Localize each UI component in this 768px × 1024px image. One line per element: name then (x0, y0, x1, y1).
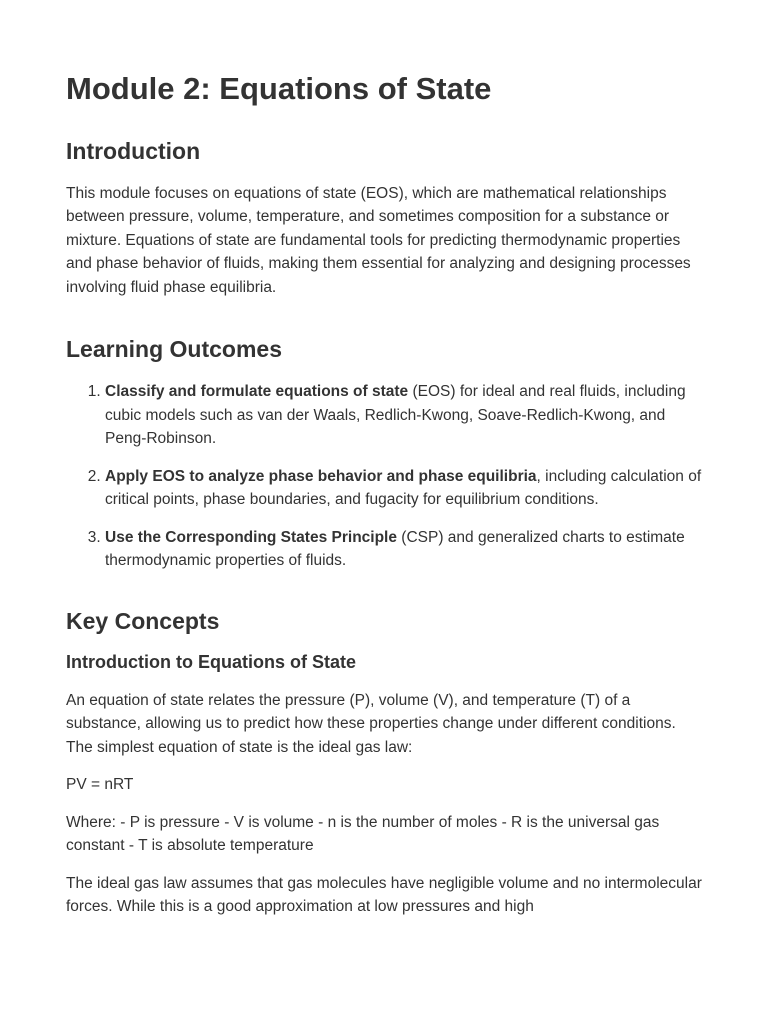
ideal-gas-equation: PV = nRT (66, 776, 134, 794)
learning-outcomes-heading: Learning Outcomes (66, 336, 282, 363)
list-item (105, 526, 702, 573)
list-item-text: (CSP) and generalized charts to estimate thermodynamic properties of fluids. (105, 528, 685, 570)
page-title: Module 2: Equations of State (66, 71, 492, 106)
list-item-bold: Classify and formulate equations of state (105, 383, 409, 401)
list-item-bold: Use the Corresponding States Principle (105, 528, 397, 546)
ideal-gas-assumption-paragraph: The ideal gas law assumes that gas molecules have negligible volume and no intermolecular forces. While this is a good approximation at low pressures and high (66, 874, 702, 916)
introduction-paragraph: This module focuses on equations of state (EOS), which are mathematical relationships between pressure, volume, temperature, and sometimes composition for a substance or mixture. Equations of state are fundamental tools for predicting thermodynamic properties and phase behavior of fluids, making them essential for analyzing and designing processes involving fluid phase equilibria. (66, 184, 691, 296)
list-item (105, 465, 702, 512)
introduction-heading: Introduction (66, 138, 201, 165)
learning-outcomes-list (66, 380, 702, 573)
list-item-text: , including calculation of critical points, phase boundaries, and fugacity for equilibrium conditions. (105, 467, 702, 509)
list-item-text: (EOS) for ideal and real fluids, including cubic models such as van der Waals, Redlich-Kwong, Soave-Redlich-Kwong, and Peng-Robinson. (105, 383, 686, 448)
eos-intro-subheading: Introduction to Equations of State (66, 652, 356, 673)
list-item-bold: Apply EOS to analyze phase behavior and phase equilibria (105, 467, 537, 485)
list-item (105, 380, 702, 451)
variables-paragraph: Where: - P is pressure - V is volume - n is the number of moles - R is the universal gas constant - T is absolute temperature (66, 813, 660, 855)
key-concepts-heading: Key Concepts (66, 607, 220, 634)
eos-paragraph: An equation of state relates the pressure (P), volume (V), and temperature (T) of a substance, allowing us to predict how these properties change under different conditions. The simplest equation of state is the ideal gas law: (66, 691, 676, 756)
